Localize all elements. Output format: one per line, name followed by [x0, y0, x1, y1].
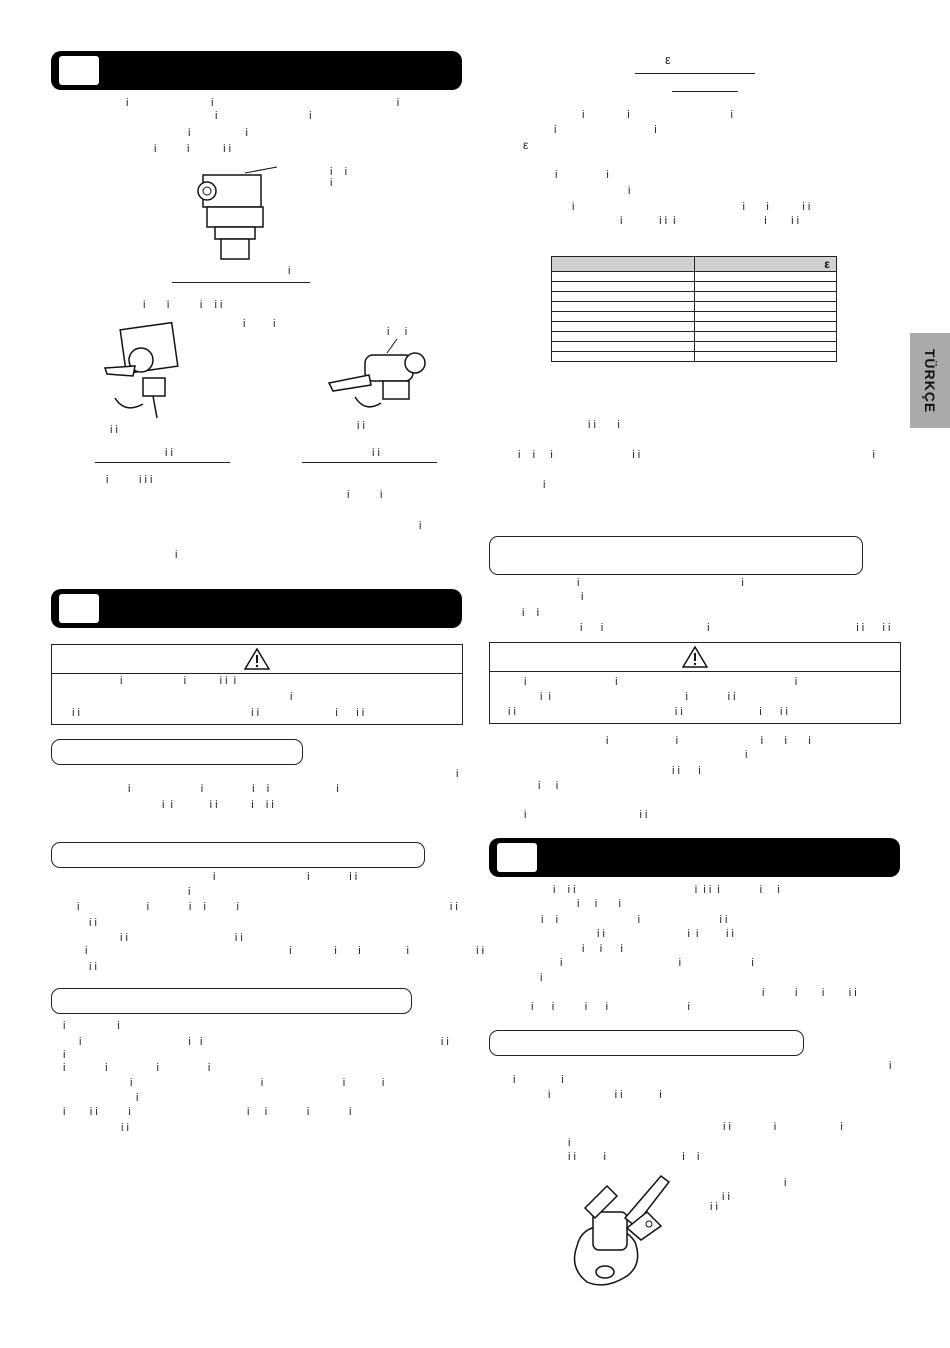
table-note: i i i — [588, 419, 620, 431]
section-number-box — [59, 594, 99, 623]
table-row — [552, 342, 837, 352]
subsection-heading-box — [51, 739, 303, 765]
table-row — [552, 272, 837, 282]
table-cell — [552, 302, 695, 312]
body-text-line: i i i i i — [568, 1151, 700, 1163]
body-text-line: i — [419, 520, 422, 532]
body-text-line: i — [581, 591, 584, 603]
body-text-line: i i — [188, 127, 248, 139]
body-text-line: i i — [555, 169, 609, 181]
body-text-line: i — [188, 886, 191, 898]
body-text-line: i i i i i i — [597, 928, 734, 940]
body-text-line: i i i i i i i — [620, 215, 800, 227]
body-text-line: i — [136, 1092, 139, 1104]
body-text-line: i i i — [582, 109, 733, 121]
table-cell — [552, 342, 695, 352]
body-text-line: i i — [538, 780, 559, 792]
language-tab-label: TÜRKÇE — [922, 348, 938, 413]
body-text-line: i i i — [672, 765, 701, 777]
table-cell — [694, 292, 837, 302]
section-number-box — [497, 843, 537, 872]
figure-caption: i i — [165, 447, 173, 459]
callout-label: i i — [387, 326, 408, 338]
body-text-line: i i i i i — [128, 783, 339, 795]
thermostat-illustration — [565, 1168, 680, 1290]
body-text-line: i i i i i — [541, 914, 728, 926]
body-text-line: i — [540, 972, 543, 984]
body-text-line: i i i — [126, 97, 400, 109]
table-cell — [694, 342, 837, 352]
body-text-line: i i i i — [213, 871, 358, 883]
callout-label: i i — [330, 166, 348, 178]
body-text-line: i — [543, 479, 546, 491]
body-text-line: i i i i — [63, 1062, 211, 1074]
body-text-line: i — [568, 1137, 571, 1149]
table-cell — [694, 272, 837, 282]
body-text-line: i i — [554, 124, 657, 136]
table-cell — [694, 352, 837, 362]
table-cell — [694, 322, 837, 332]
caption-underline — [95, 462, 230, 463]
body-text-line: i i i i i — [762, 987, 857, 999]
body-text-line: i i i i — [154, 143, 232, 155]
body-text-line: i — [63, 1049, 66, 1061]
body-text-line: i i i i i i i i — [63, 1106, 352, 1118]
body-text-line: i i i i — [130, 1077, 385, 1089]
body-text-line: i i i i i i i — [580, 622, 891, 634]
table-row — [552, 332, 837, 342]
heading-underline — [672, 91, 738, 92]
warning-header — [490, 643, 900, 672]
table-row — [552, 302, 837, 312]
table-cell — [552, 352, 695, 362]
body-text-line: i i — [522, 607, 540, 619]
section-header-2 — [51, 589, 462, 628]
valve-handle-illustration-right — [325, 333, 435, 418]
section-header-1 — [51, 51, 462, 90]
subsection-heading-box — [51, 988, 412, 1014]
body-text-line: i i — [121, 1122, 129, 1134]
warning-text-line: i — [290, 691, 293, 703]
spec-table — [551, 256, 837, 362]
table-cell — [552, 332, 695, 342]
table-row — [552, 312, 837, 322]
figure-caption: i i — [372, 447, 380, 459]
body-text-line: i i i i — [120, 932, 243, 944]
body-text-line: i i — [243, 318, 276, 330]
body-text-line: i i — [347, 489, 383, 501]
body-text-line: i — [628, 185, 631, 197]
body-text-line: i i — [89, 961, 97, 973]
table-cell — [552, 282, 695, 292]
body-text-line: i i i i i i i — [162, 799, 274, 811]
warning-text-line: i i i i i i i — [508, 706, 788, 718]
table-row — [552, 292, 837, 302]
body-text-line: i i i — [577, 898, 622, 910]
epsilon-heading: ε — [665, 52, 671, 67]
table-cell — [552, 272, 695, 282]
table-header-cell — [552, 257, 695, 272]
warning-text-line: i i i i i i i — [72, 707, 365, 719]
body-text-line: i i i i — [106, 474, 153, 486]
caption-underline — [172, 282, 310, 283]
body-text-line: i i i — [582, 943, 623, 955]
body-text-line: i i i — [524, 809, 648, 821]
body-text-line: i i — [63, 1020, 120, 1032]
caption-underline — [302, 462, 437, 463]
table-row — [552, 282, 837, 292]
valve-handle-illustration-left — [95, 318, 195, 418]
body-text-line: i — [784, 1177, 787, 1189]
figure-label: i i — [357, 420, 365, 432]
warning-triangle-icon — [682, 646, 708, 668]
warning-triangle-icon — [244, 648, 270, 670]
language-tab — [910, 333, 950, 428]
body-text-line: i i — [513, 1074, 564, 1086]
section-number-box — [59, 56, 99, 85]
body-text-line: i i — [710, 1201, 718, 1213]
table-cell — [694, 332, 837, 342]
table-row — [552, 322, 837, 332]
table-header-row — [552, 257, 837, 272]
table-cell — [552, 312, 695, 322]
body-text-line: i — [456, 768, 459, 780]
subsection-heading-box — [51, 842, 425, 868]
body-text-line: i i — [577, 577, 744, 589]
body-text-line: i i i i — [548, 1089, 662, 1101]
body-text-line: i i i i i i — [518, 449, 875, 461]
subsection-heading-box — [489, 1030, 804, 1056]
body-text-line: i i i i i — [606, 735, 811, 747]
body-text-line: i i i i i — [143, 299, 223, 311]
body-text-line: i i i i i i i — [77, 901, 458, 913]
body-text-line: i i — [89, 917, 97, 929]
table-cell — [694, 282, 837, 292]
body-text-line: i — [889, 1060, 892, 1072]
table-cell — [552, 292, 695, 302]
body-text-line: i i i — [560, 957, 754, 969]
valve-illustration — [185, 165, 285, 265]
body-text-line: i i i i i i i — [85, 945, 485, 957]
section-header-3 — [489, 838, 900, 877]
table-row — [552, 352, 837, 362]
warning-header — [52, 645, 462, 674]
table-header-cell: ε — [694, 257, 837, 272]
callout-label: i — [330, 177, 333, 189]
table-cell — [552, 322, 695, 332]
warning-text-line: i i i i i — [540, 691, 736, 703]
figure-caption: i — [288, 265, 291, 277]
warning-text-line: i i i — [524, 676, 798, 688]
body-text-line: i — [745, 749, 748, 761]
body-text-line: i i i i i — [79, 1036, 449, 1048]
body-text-line: i — [175, 549, 178, 561]
heading-underline — [635, 73, 755, 74]
subsection-heading-box — [489, 536, 863, 575]
warning-text-line: i i i i i — [120, 675, 237, 687]
body-text-line: i i i i i — [572, 201, 811, 213]
figure-label: i i — [110, 424, 118, 436]
body-text-line: i i — [215, 110, 312, 122]
body-text-line: i i — [722, 1191, 730, 1203]
table-cell — [694, 302, 837, 312]
body-text-line: i i i i i — [531, 1001, 690, 1013]
table-cell — [694, 312, 837, 322]
epsilon-inline: ε — [523, 138, 529, 152]
body-text-line: i i i i — [723, 1121, 843, 1133]
body-text-line: i i i i i i i i i — [553, 884, 780, 896]
